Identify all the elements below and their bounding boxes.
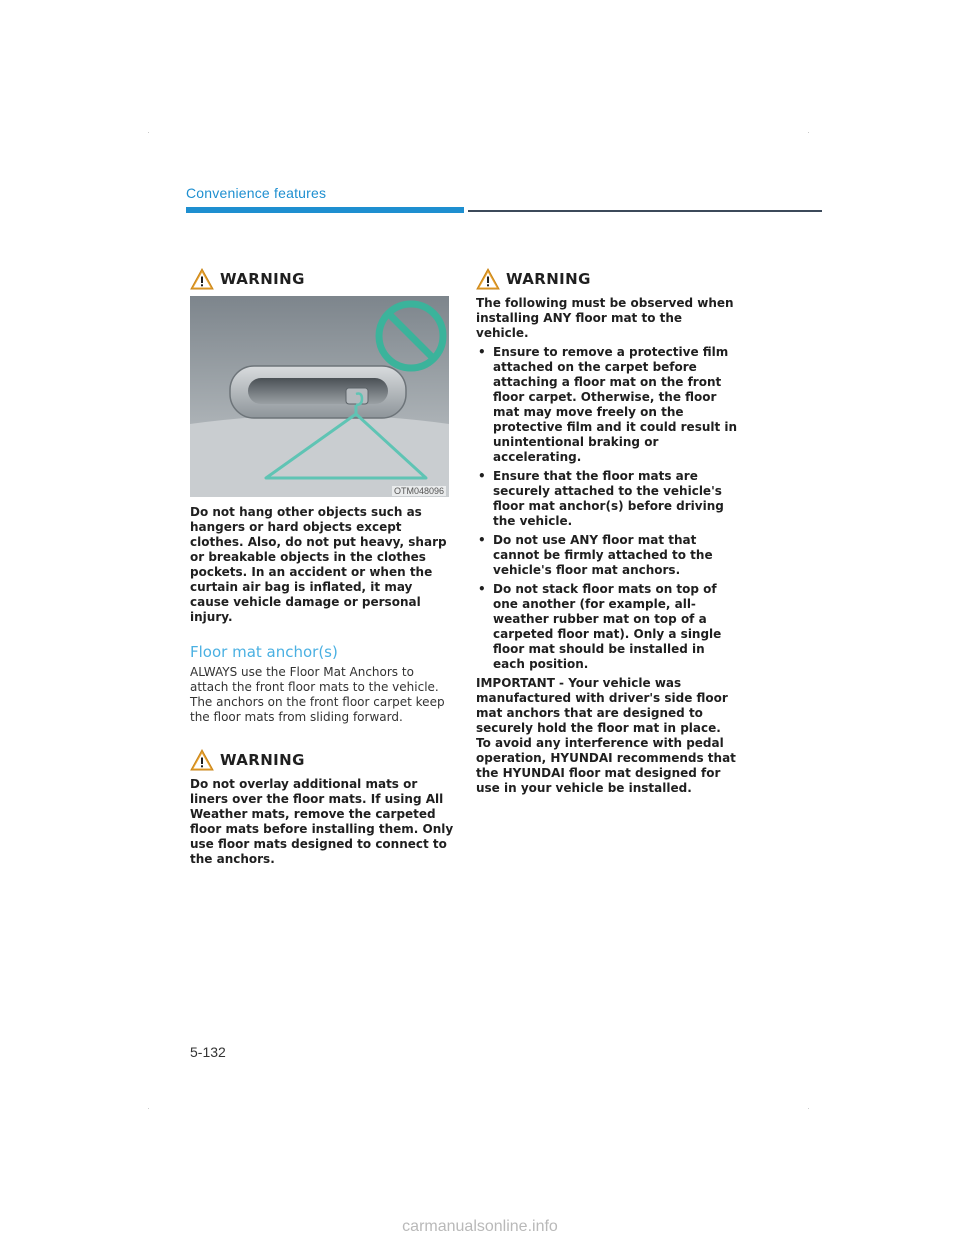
watermark: carmanualsonline.info — [402, 1218, 558, 1235]
floor-mat-anchor-text: ALWAYS use the Floor Mat Anchors to attach the front floor mats to the vehicle. The anchors on the front floor carpet keep the floor mats from sliding forward. — [190, 665, 445, 724]
list-item: • Ensure that the floor mats are securely attached to the vehicle's floor mat anchor(s) before driving the vehicle. — [476, 469, 738, 529]
figure-code: OTM048096 — [393, 486, 444, 496]
coat-hook-illustration — [190, 296, 449, 497]
crop-mark — [148, 132, 149, 133]
warning-heading — [190, 268, 454, 290]
section-header-title: Convenience features — [186, 185, 327, 201]
crop-mark — [148, 1108, 149, 1109]
header-rule — [468, 210, 822, 212]
list-item: • Do not stack floor mats on top of one another (for example, all-weather rubber mat on top of a carpeted floor mat). Only a single floor mat should be installed in each position. — [476, 582, 738, 672]
warning-bullet-list — [476, 345, 738, 672]
warning-triangle-icon — [476, 268, 500, 290]
warning-title: WARNING — [220, 270, 305, 288]
header-accent-bar — [186, 207, 464, 213]
floor-mat-anchor-heading: Floor mat anchor(s) — [190, 643, 338, 661]
page-number: 5-132 — [190, 1044, 226, 1060]
warning-heading — [190, 749, 454, 771]
left-column — [190, 268, 454, 867]
crop-mark — [808, 1108, 809, 1109]
warning-title: WARNING — [220, 751, 305, 769]
important-note: IMPORTANT - Your vehicle was manufactured with driver's side floor mat anchors that are designed to securely hold the floor mat in place. To avoid any interference with pedal operation, HYUNDAI recommends that the HYUNDAI floor mat designed for use in your vehicle be installed. — [476, 676, 736, 795]
warning-triangle-icon — [190, 268, 214, 290]
warning-intro: The following must be observed when installing ANY floor mat to the vehicle. — [476, 296, 734, 340]
warning-title: WARNING — [506, 270, 591, 288]
list-item: • Do not use ANY floor mat that cannot be firmly attached to the vehicle's floor mat anchors. — [476, 533, 738, 578]
warning-triangle-icon — [190, 749, 214, 771]
list-item: • Ensure to remove a protective film attached on the carpet before attaching a floor mat on the front floor carpet. Otherwise, the floor mat may move freely on the protective film and it could result in unintentional braking or accelerating. — [476, 345, 738, 465]
warning-heading — [476, 268, 738, 290]
warning-text: Do not hang other objects such as hangers or hard objects except clothes. Also, do not put heavy, sharp or breakable objects in the clothes pockets. In an accident or when the curtain air bag is inflated, it may cause vehicle damage or personal injury. — [190, 505, 447, 624]
right-column — [476, 268, 738, 796]
coat-hook-figure — [190, 296, 449, 497]
crop-mark — [808, 132, 809, 133]
warning-text: Do not overlay additional mats or liners over the floor mats. If using All Weather mats, remove the carpeted floor mats before installing them. Only use floor mats designed to connect to the anchors. — [190, 777, 454, 866]
